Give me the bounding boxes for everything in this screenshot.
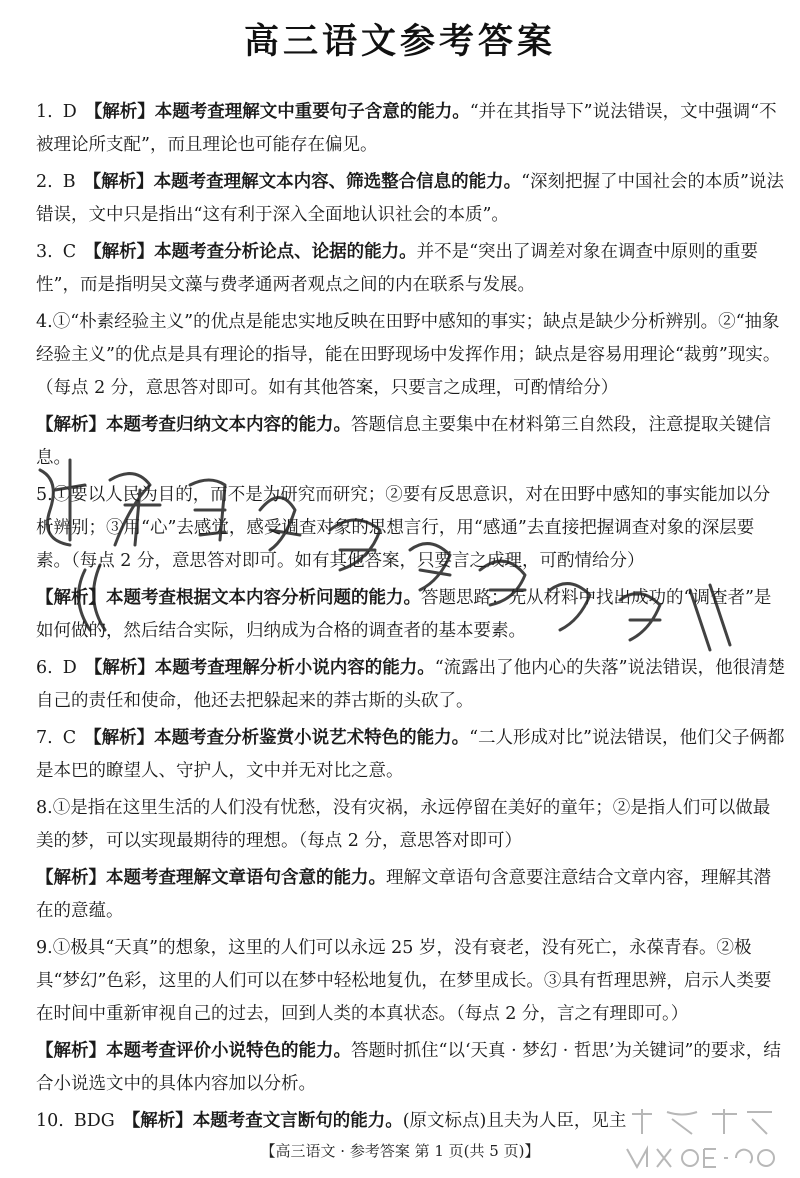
analysis-lead: 本题考查理解文本内容、筛选整合信息的能力。 <box>153 172 522 192</box>
question-number: 1. <box>36 102 53 122</box>
question-10 <box>36 1105 786 1138</box>
answer-body: ①是指在这里生活的人们没有忧愁，没有灾祸，永远停留在美好的童年；②是指人们可以做最美的梦，可以实现最期待的理想。（每点 2 分，意思答对即可） <box>36 798 771 851</box>
analysis-label: 【解析】 <box>84 102 155 122</box>
question-3 <box>36 236 786 302</box>
analysis-label: 【解析】 <box>36 588 106 608</box>
page-title: 高三语文参考答案 <box>243 22 556 62</box>
question-number: 9. <box>36 938 53 958</box>
answer-choice: B <box>62 172 76 192</box>
answer-choice: C <box>62 728 77 748</box>
question-2 <box>36 166 786 232</box>
analysis-label: 【解析】 <box>83 172 154 192</box>
question-number: 8. <box>36 798 53 818</box>
analysis-text: 答题思路：先从材料中找出成功的“调查者”是如何做的，然后结合实际，归纳成为合格的调查者的基本要素。 <box>36 588 772 641</box>
analysis-text: (原文标点)且夫为人臣，见主 <box>402 1111 627 1131</box>
analysis-block <box>36 862 786 928</box>
question-5 <box>36 479 786 648</box>
analysis-lead: 本题考查文言断句的能力。 <box>192 1111 403 1131</box>
question-6 <box>36 652 786 718</box>
question-number: 3. <box>36 242 53 262</box>
question-number: 7. <box>36 728 53 748</box>
analysis-text: 理解文章语句含意要注意结合文章内容，理解其潜在的意蕴。 <box>36 868 771 921</box>
answer-body: ①“朴素经验主义”的优点是能忠实地反映在田野中感知的事实；缺点是缺少分析辨别。②“抽象经验主义”的优点是具有理论的指导，能在田野现场中发挥作用；缺点是容易用理论“裁剪”现实。（每点 2 分，意思答对即可。如有其他答案，只要言之成理，可酌情给分） <box>36 312 781 398</box>
analysis-lead: 本题考查理解文章语句含意的能力。 <box>106 868 386 888</box>
question-number: 4. <box>36 312 53 332</box>
question-number: 2. <box>36 172 53 192</box>
question-4 <box>36 306 786 475</box>
answer-choice: BDG <box>73 1111 115 1131</box>
analysis-label: 【解析】 <box>36 1041 106 1061</box>
question-7 <box>36 722 786 788</box>
analysis-lead: 本题考查评价小说特色的能力。 <box>106 1041 351 1061</box>
analysis-text: 答题时抓住“以‘天真 · 梦幻 · 哲思’为关键词”的要求，结合小说选文中的具体内容加以分析。 <box>36 1041 781 1094</box>
answer-choice: D <box>62 102 77 122</box>
analysis-lead: 本题考查理解文中重要句子含意的能力。 <box>154 102 470 122</box>
analysis-text: “流露出了他内心的失落”说法错误，他很清楚自己的责任和使命，他还去把躲起来的莽古斯的头砍了。 <box>36 658 786 711</box>
question-9 <box>36 932 786 1101</box>
analysis-block <box>36 409 786 475</box>
analysis-lead: 本题考查分析鉴赏小说艺术特色的能力。 <box>154 728 470 748</box>
analysis-label: 【解析】 <box>36 415 106 435</box>
analysis-lead: 本题考查理解分析小说内容的能力。 <box>154 658 435 678</box>
analysis-lead: 本题考查根据文本内容分析问题的能力。 <box>106 588 421 608</box>
answer-body: ①极具“天真”的想象，这里的人们可以永远 25 岁，没有衰老，没有死亡，永葆青春。②极具“梦幻”色彩，这里的人们可以在梦中轻松地复仇，在梦里成长。③具有哲理思辨，启示人类要在时间中重新审视自己的过去，回到人类的本真状态。（每点 2 分，言之有理即可。） <box>36 938 772 1024</box>
answer-body: ①要以人民为目的，而不是为研究而研究；②要有反思意识，对在田野中感知的事实能加以分析辨别；③用“心”去感觉，感受调查对象的思想言行，用“感通”去直接把握调查对象的深层要素。（每点 2 分，意思答对即可。如有其他答案，只要言之成理，可酌情给分） <box>36 485 771 571</box>
analysis-text: “并在其指导下”说法错误，文中强调“不被理论所支配”，而且理论也可能存在偏见。 <box>36 102 777 155</box>
analysis-text: “深刻把握了中国社会的本质”说法错误，文中只是指出“这有利于深入全面地认识社会的本质”。 <box>36 172 784 225</box>
analysis-label: 【解析】 <box>84 658 155 678</box>
analysis-lead: 本题考查归纳文本内容的能力。 <box>106 415 351 435</box>
analysis-label: 【解析】 <box>84 242 155 262</box>
answer-choice: C <box>62 242 77 262</box>
question-number: 5. <box>36 485 53 505</box>
analysis-text: “二人形成对比”说法错误，他们父子俩都是本巴的瞭望人、守护人，文中并无对比之意。 <box>36 728 785 781</box>
analysis-block <box>36 1035 786 1101</box>
analysis-block <box>36 582 786 648</box>
question-1 <box>36 96 786 162</box>
analysis-text: 答题信息主要集中在材料第三自然段，注意提取关键信息。 <box>36 415 771 468</box>
analysis-label: 【解析】 <box>36 868 106 888</box>
question-8 <box>36 792 786 928</box>
analysis-text: 并不是“突出了调差对象在调查中原则的重要性”，而是指明吴文藻与费孝通两者观点之间的内在联系与发展。 <box>36 242 759 295</box>
analysis-label: 【解析】 <box>122 1111 193 1131</box>
question-number: 6. <box>36 658 53 678</box>
analysis-lead: 本题考查分析论点、论据的能力。 <box>154 242 417 262</box>
analysis-label: 【解析】 <box>84 728 155 748</box>
answer-list <box>36 96 786 1142</box>
question-number: 10. <box>36 1111 64 1131</box>
answer-choice: D <box>62 658 77 678</box>
page-footer: 【高三语文 · 参考答案 第 1 页(共 5 页)】 <box>260 1142 540 1160</box>
